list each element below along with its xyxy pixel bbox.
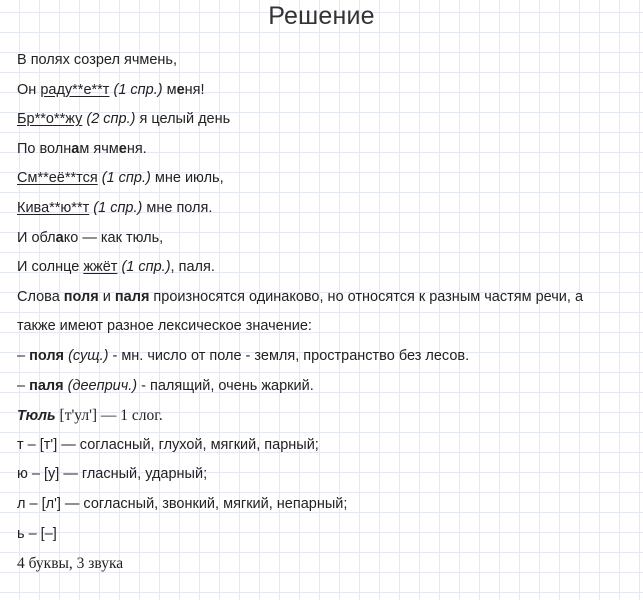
verb-underlined: Бр**о**жу xyxy=(17,111,83,128)
phonetic-row-text: ь – [–] xyxy=(17,525,57,542)
conjugation-note: (1 спр.) xyxy=(113,81,163,98)
phonetic-row-2 xyxy=(17,460,632,490)
poem-line-1 xyxy=(17,46,632,76)
poem-text: мне июль, xyxy=(150,170,224,187)
poem-text: В полях созрел ячмень, xyxy=(17,52,178,68)
keyword: паля xyxy=(114,288,150,305)
phonetic-head xyxy=(17,401,632,431)
poem-text: И обл xyxy=(17,229,56,246)
poem-text: По волн xyxy=(17,140,72,157)
poem-text: я целый день xyxy=(135,111,231,128)
conjugation-note: (2 спр.) xyxy=(86,111,136,128)
stressed-vowel: а xyxy=(71,140,80,157)
definition-polya xyxy=(17,342,632,372)
solution-content xyxy=(17,46,632,579)
phonetic-row-4 xyxy=(17,520,632,550)
poem-text: ня! xyxy=(184,81,205,98)
poem-text: И солнце xyxy=(17,259,84,276)
poem-line-6 xyxy=(17,194,632,224)
stressed-vowel: е xyxy=(176,81,185,98)
definition-text: - мн. число от поле - земля, пространство без лесов. xyxy=(108,347,470,364)
keyword: поля xyxy=(29,347,65,364)
phonetic-row-text: т – [т'] — согласный, глухой, мягкий, парный; xyxy=(17,436,319,453)
part-of-speech: (сущ.) xyxy=(68,347,109,364)
poem-text: м ячм xyxy=(79,140,119,157)
transcription: [т'ул'] — 1 слог. xyxy=(55,407,163,425)
poem-line-8 xyxy=(17,253,632,283)
verb-underlined: Кива**ю**т xyxy=(17,199,90,216)
poem-text: ко — как тюль, xyxy=(63,229,164,246)
verb-underlined: жжёт xyxy=(83,259,118,276)
explanation-line-1 xyxy=(17,283,632,313)
analyzed-word: Тюль xyxy=(17,408,56,425)
phonetic-row-1 xyxy=(17,431,632,461)
poem-line-3 xyxy=(17,105,632,135)
explanation-text: и xyxy=(98,288,115,305)
verb-underlined: раду**е**т xyxy=(40,81,110,98)
phonetic-row-text: ю – [у] — гласный, ударный; xyxy=(17,466,208,483)
conjugation-note: (1 спр.) xyxy=(101,170,151,187)
poem-line-4 xyxy=(17,135,632,165)
dash: – xyxy=(17,377,30,394)
stressed-vowel: а xyxy=(55,229,64,246)
definition-palya xyxy=(17,372,632,402)
poem-line-2 xyxy=(17,76,632,106)
dash: – xyxy=(17,347,30,364)
summary-text: 4 буквы, 3 звука xyxy=(17,555,124,573)
page-title: Решение xyxy=(268,2,375,30)
phonetic-row-3 xyxy=(17,490,632,520)
poem-text: Он xyxy=(17,81,41,98)
poem-line-5 xyxy=(17,164,632,194)
poem-text: м xyxy=(162,81,177,98)
explanation-text: произносятся одинаково, но относятся к разным частям речи, а xyxy=(149,288,584,305)
poem-text: ня. xyxy=(126,140,147,157)
definition-text: - палящий, очень жаркий. xyxy=(137,377,314,394)
explanation-line-2 xyxy=(17,312,632,342)
keyword: поля xyxy=(63,288,99,305)
keyword: паля xyxy=(29,377,64,394)
conjugation-note: (1 спр.) xyxy=(93,199,143,216)
conjugation-note: (1 спр.) xyxy=(121,259,171,276)
poem-text: , паля. xyxy=(170,259,215,276)
phonetic-summary xyxy=(17,549,632,579)
stressed-vowel: е xyxy=(118,140,127,157)
phonetic-row-text: л – [л'] — согласный, звонкий, мягкий, непарный; xyxy=(17,495,348,512)
poem-text: мне поля. xyxy=(142,199,213,216)
poem-line-7 xyxy=(17,224,632,254)
explanation-text: также имеют разное лексическое значение: xyxy=(17,318,312,335)
verb-underlined: См**её**тся xyxy=(17,170,98,187)
explanation-text: Слова xyxy=(17,288,64,305)
part-of-speech: (дееприч.) xyxy=(67,377,138,394)
